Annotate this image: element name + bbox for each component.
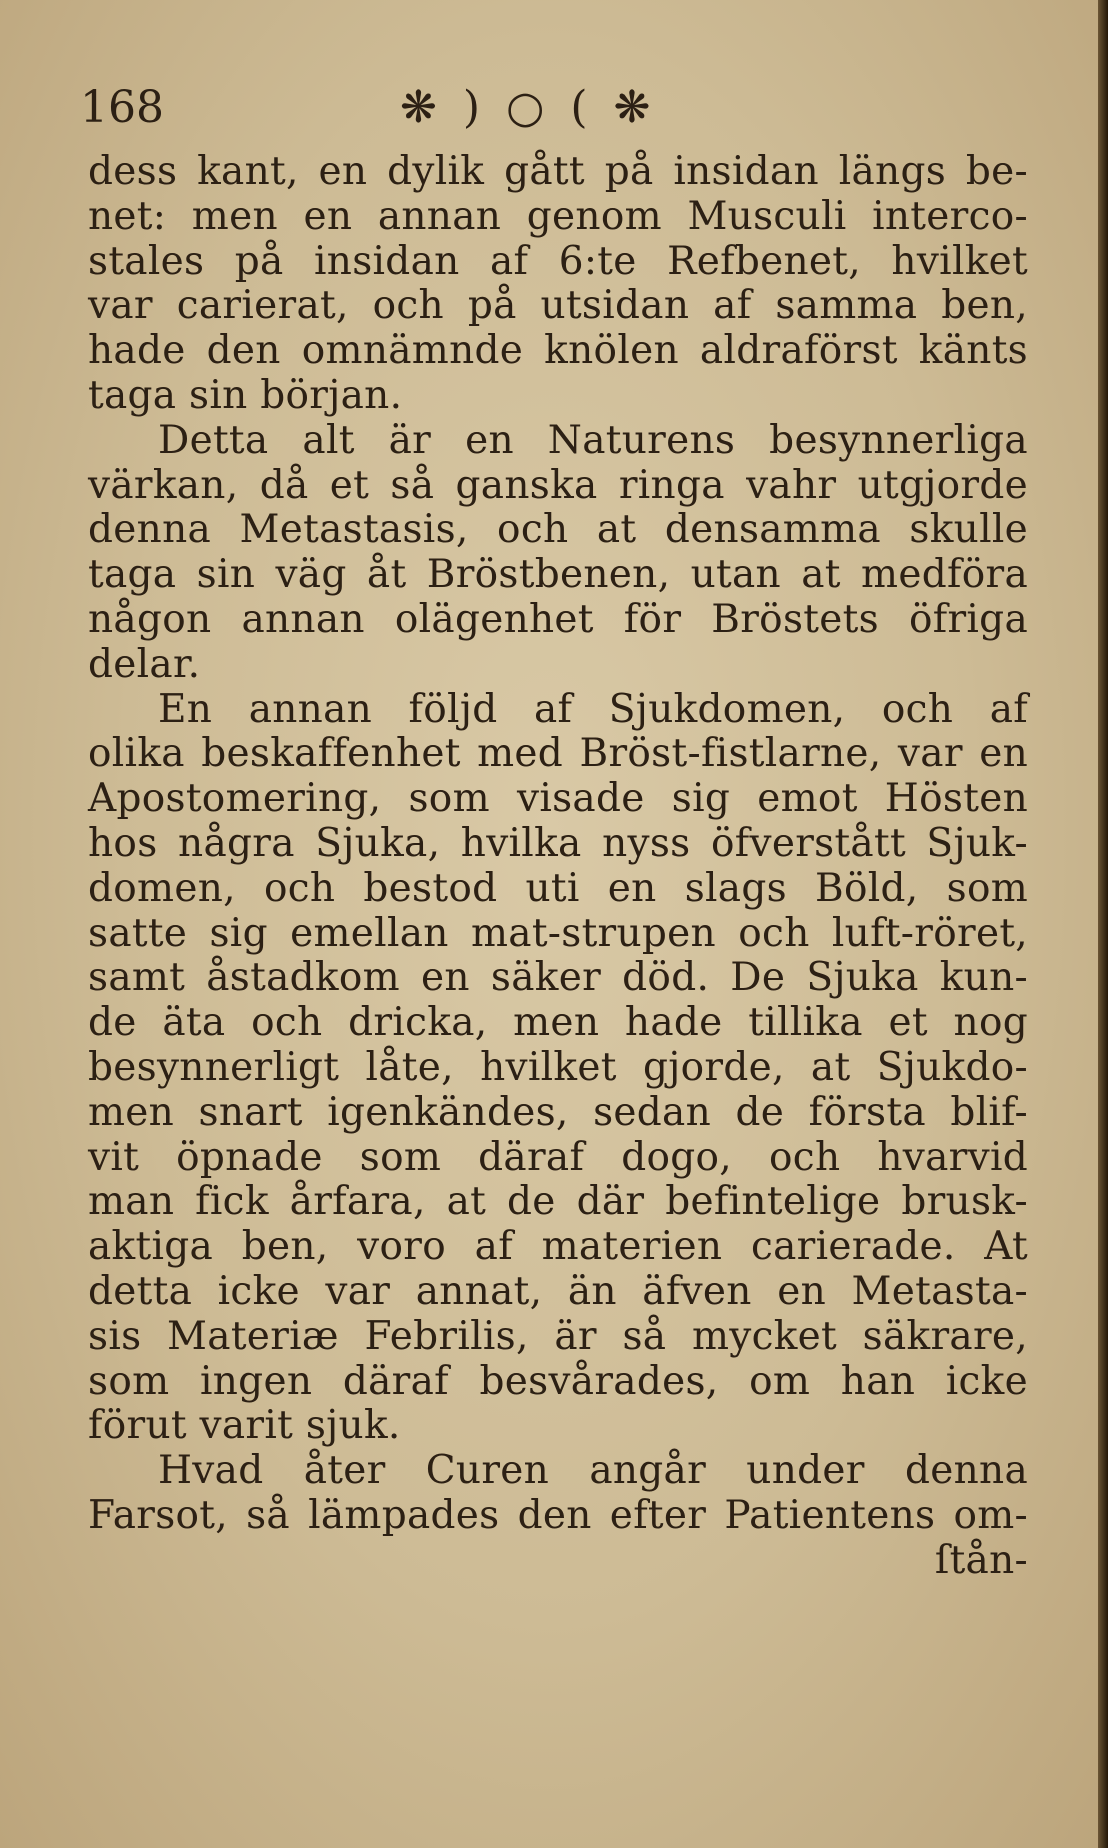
text-line: samt åstadkom en säker död. De Sjuka kun- [88, 955, 1028, 1001]
text-line: man fick årfara, at de där befintelige brusk- [88, 1179, 1028, 1225]
text-line: aktiga ben, voro af materien carierade. At [88, 1224, 1028, 1270]
text-line: värkan, då et så ganska ringa vahr utgjorde [88, 462, 1028, 508]
page-number: 168 [80, 82, 164, 133]
paragraph-start-line: En annan följd af Sjukdomen, och af [158, 686, 1028, 732]
text-line: detta icke var annat, än äfven en Metasta- [88, 1268, 1028, 1314]
header-ornament: ❋ ) ○ ( ❋ [400, 82, 657, 133]
text-line: dess kant, en dylik gått på insidan längs be- [88, 149, 1028, 194]
text-line: besynnerligt låte, hvilket gjorde, at Sjukdo- [88, 1044, 1028, 1090]
text-line: Farsot, så lämpades den efter Patientens om- [88, 1492, 1028, 1538]
catchword: ſtån- [934, 1537, 1028, 1583]
text-line: denna Metastasis, och at densamma skulle [88, 507, 1028, 553]
text-line: taga sin början. [88, 372, 403, 418]
page-header [80, 78, 1020, 138]
text-line: delar. [88, 641, 201, 687]
text-line: stales på insidan af 6:te Refbenet, hvilket [88, 238, 1028, 284]
text-line: satte sig emellan mat-strupen och luft-röret, [88, 910, 1028, 956]
text-line: vit öpnade som däraf dogo, och hvarvid [88, 1134, 1028, 1180]
text-line: men snart igenkändes, sedan de första blif- [88, 1089, 1028, 1135]
text-line: sis Materiæ Febrilis, är så mycket säkrare, [88, 1313, 1028, 1359]
text-line: hos några Sjuka, hvilka nyss öfverstått Sjuk- [88, 820, 1028, 866]
text-line: hade den omnämnde knölen aldraförst känts [88, 328, 1028, 374]
text-line: någon annan olägenhet för Bröstets öfriga [88, 596, 1028, 642]
text-line: förut varit sjuk. [88, 1403, 401, 1449]
body-text [88, 150, 1028, 1584]
page-edge [1098, 0, 1108, 1848]
text-line: de äta och dricka, men hade tillika et nog [88, 1000, 1028, 1046]
text-line: som ingen däraf besvårades, om han icke [88, 1358, 1028, 1404]
text-line: domen, och bestod uti en slags Böld, som [88, 865, 1028, 911]
paragraph-start-line: Detta alt är en Naturens besynnerliga [158, 417, 1028, 463]
text-line: olika beskaffenhet med Bröst-fistlarne, var en [88, 731, 1028, 777]
text-line: Apostomering, som visade sig emot Hösten [88, 776, 1028, 822]
paragraph-start-line: Hvad åter Curen angår under denna [158, 1448, 1028, 1494]
text-line: net: men en annan genom Musculi interco- [88, 193, 1028, 239]
text-line: taga sin väg åt Bröstbenen, utan at medföra [88, 552, 1028, 598]
text-line: var carierat, och på utsidan af samma ben, [88, 283, 1028, 329]
